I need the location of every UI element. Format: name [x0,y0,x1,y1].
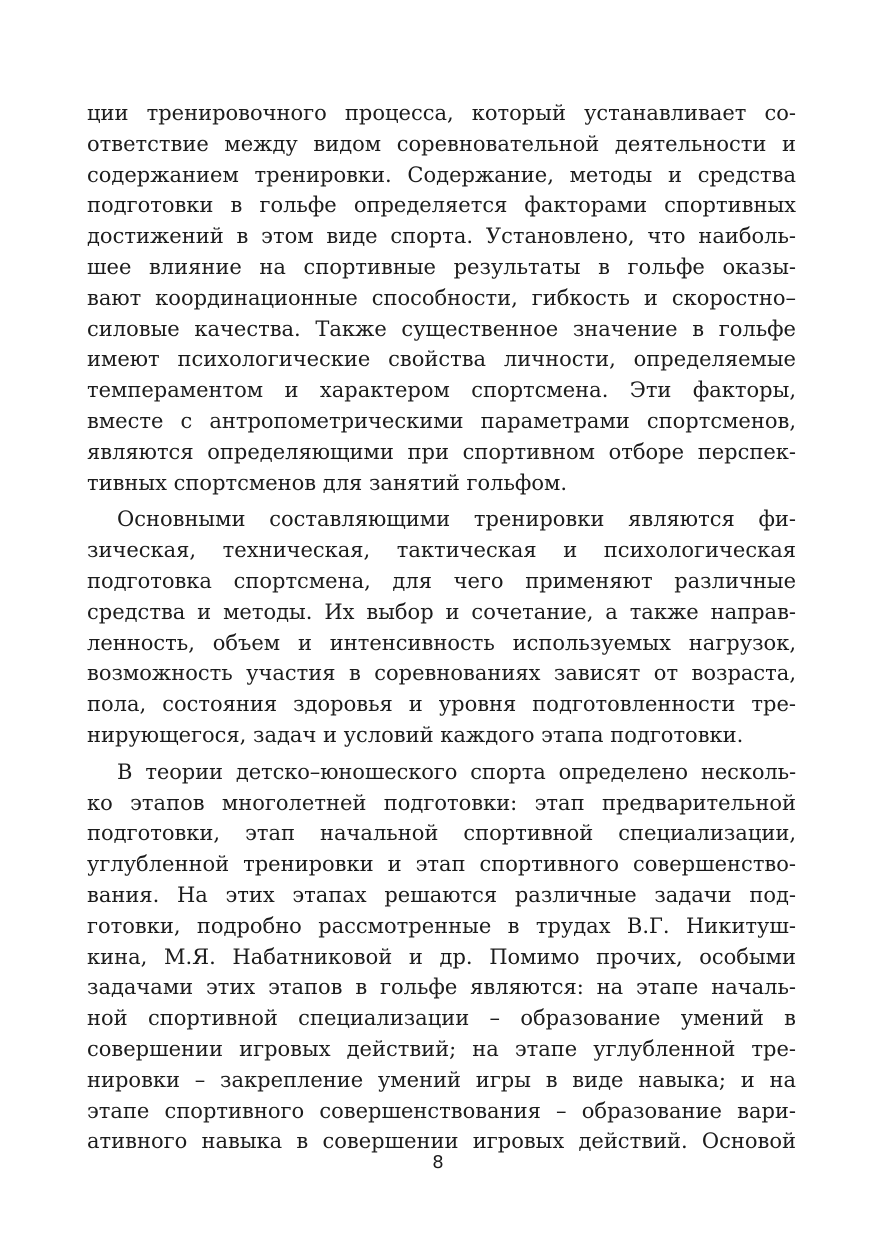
text-line: совершении игровых действий; на этапе углубленной тре- [87,1036,796,1061]
text-line: являются определяющими при спортивном отборе перспек- [87,439,796,464]
text-line: шее влияние на спортивные результаты в гольфе оказы- [87,254,796,279]
text-line: кина, М.Я. Набатниковой и др. Помимо прочих, особыми [87,944,796,969]
text-line: ко этапов многолетней подготовки: этап предварительной [87,790,796,815]
text-line: достижений в этом виде спорта. Установлено, что наиболь- [87,224,796,249]
text-line: вают координационные способности, гибкость и скоростно– [87,285,796,310]
text-line: вместе с антропометрическими параметрами спортсменов, [87,408,796,433]
text-line: ции тренировочного процесса, который устанавливает со- [87,101,796,125]
text-line: ативного навыка в совершении игровых действий. Основой [87,1129,796,1154]
paragraph-2 [87,504,796,750]
text-line: силовые качества. Также существенное значение в гольфе [87,316,796,341]
text-line: подготовка спортсмена, для чего применяют различные [87,568,796,593]
text-line: углубленной тренировки и этап спортивного совершенство- [87,852,796,877]
text-line: нировки – закрепление умений игры в виде навыка; и на [87,1067,796,1092]
text-line: ной спортивной специализации – образование умений в [87,1006,796,1031]
text-line: ленность, объем и интенсивность используемых нагрузок, [87,630,796,655]
text-line: тивных спортсменов для занятий гольфом. [87,470,567,495]
text-line: нирующегося, задач и условий каждого этапа подготовки. [87,722,744,747]
text-line: содержанием тренировки. Содержание, методы и средства [87,162,796,187]
page-body [87,98,796,1157]
text-line: В теории детско–юношеского спорта определено несколь- [117,759,796,784]
paragraph-1 [87,98,796,498]
text-line: подготовки в гольфе определяется факторами спортивных [87,193,796,218]
text-line: возможность участия в соревнованиях зависят от возраста, [87,661,796,686]
text-line: подготовки, этап начальной спортивной специализации, [87,821,796,846]
text-line: вания. На этих этапах решаются различные задачи под- [87,882,796,907]
text-line: Основными составляющими тренировки являются фи- [117,507,796,532]
text-line: темпераментом и характером спортсмена. Эти факторы, [87,378,796,403]
page-number: 8 [432,1152,444,1173]
text-line: средства и методы. Их выбор и сочетание, а также направ- [87,599,796,624]
paragraph-3 [87,757,796,1157]
text-line: этапе спортивного совершенствования – образование вари- [87,1098,796,1123]
text-line: имеют психологические свойства личности, определяемые [87,347,796,372]
text-line: зическая, техническая, тактическая и психологическая [87,538,796,563]
text-line: готовки, подробно рассмотренные в трудах В.Г. Никитуш- [87,913,796,938]
text-line: задачами этих этапов в гольфе являются: на этапе началь- [87,975,796,1000]
text-line: ответствие между видом соревновательной деятельности и [87,131,796,156]
text-line: пола, состояния здоровья и уровня подготовленности тре- [87,692,796,717]
